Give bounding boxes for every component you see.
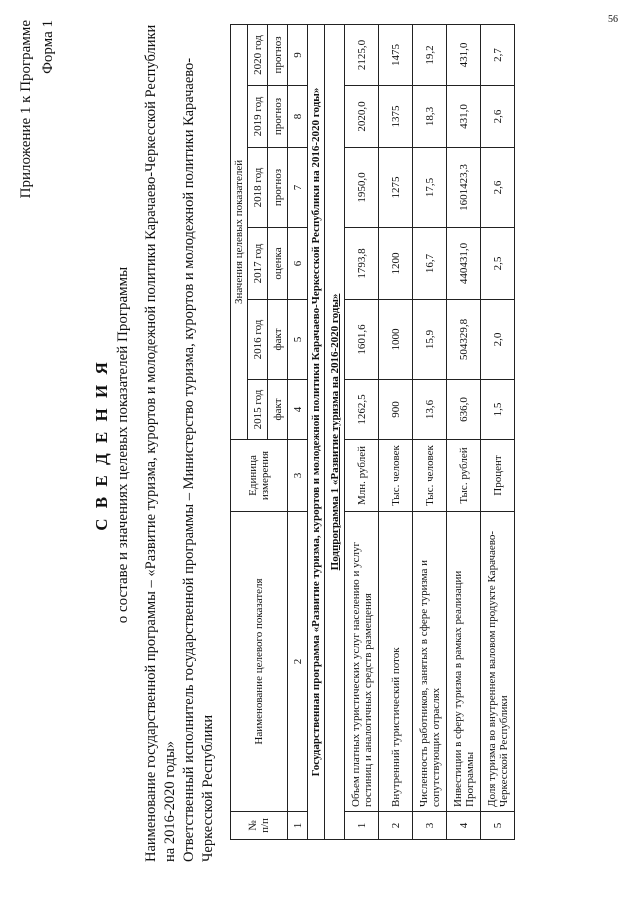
executor-line: Ответственный исполнитель государственной программы – Министерство туризма, курортов и молодежной политики Карачаево-Черкесской Республики	[181, 57, 216, 862]
section-subprogram-title: Подпрограмма 1 «Развитие туризма на 2016-2020 годы»	[325, 24, 345, 839]
row-value: 1262,5	[345, 380, 379, 440]
row-value: 1375	[379, 86, 413, 148]
header-row-numbers	[288, 24, 308, 839]
table-row	[413, 24, 447, 839]
row-value: 1601,6	[345, 300, 379, 380]
header-kind: прогноз	[268, 24, 288, 85]
header-year: 2020 год	[248, 24, 268, 85]
header-row-1	[231, 24, 248, 839]
row-unit: Тыс. человек	[413, 440, 447, 512]
header-year: 2018 год	[248, 148, 268, 228]
indicators-table	[230, 24, 515, 840]
row-value: 2125,0	[345, 24, 379, 85]
table-row	[345, 24, 379, 839]
row-value: 2,5	[481, 228, 515, 300]
header-year: 2019 год	[248, 86, 268, 148]
row-indicator-name: Внутренний туристический поток	[379, 512, 413, 812]
row-value: 440431,0	[447, 228, 481, 300]
row-value: 431,0	[447, 24, 481, 85]
column-number: 6	[288, 228, 308, 300]
header-year: 2017 год	[248, 228, 268, 300]
row-value: 2,6	[481, 148, 515, 228]
row-unit: Тыс. рублей	[447, 440, 481, 512]
header-unit: Единица измерения	[231, 440, 288, 512]
row-value: 18,3	[413, 86, 447, 148]
program-name-line: Наименование государственной программы – «Развитие туризма, курортов и молодежной политики Карачаево-Черкесской Республики на 2016-2020 годы»	[143, 24, 178, 862]
table-row	[379, 24, 413, 839]
column-number: 5	[288, 300, 308, 380]
row-unit: Тыс. человек	[379, 440, 413, 512]
row-value: 1950,0	[345, 148, 379, 228]
row-value: 1793,8	[345, 228, 379, 300]
document-subtitle: о составе и значениях целевых показателей Программы	[115, 266, 131, 624]
row-indicator-name: Объем платных туристических услуг населению и услуг гостиниц и аналогичных средств размещения	[345, 512, 379, 812]
row-value: 1000	[379, 300, 413, 380]
row-number: 4	[447, 812, 481, 840]
row-value: 2,0	[481, 300, 515, 380]
header-year: 2016 год	[248, 300, 268, 380]
row-value: 1275	[379, 148, 413, 228]
row-value: 1200	[379, 228, 413, 300]
table-row	[481, 24, 515, 839]
column-number: 4	[288, 380, 308, 440]
document-title: С В Е Д Е Н И Я	[92, 359, 111, 531]
section-row-subprogram	[325, 24, 345, 839]
row-indicator-name: Инвестиции в сферу туризма в рамках реализации Программы	[447, 512, 481, 812]
row-number: 1	[345, 812, 379, 840]
row-value: 900	[379, 380, 413, 440]
header-year: 2015 год	[248, 380, 268, 440]
section-program-title: Государственная программа «Развитие туризма, курортов и молодежной политики Карачаево-Черкесской Республики на 2016-2020 годы»	[308, 24, 325, 839]
row-value: 15,9	[413, 300, 447, 380]
row-value: 1,5	[481, 380, 515, 440]
header-kind: оценка	[268, 228, 288, 300]
row-indicator-name: Доля туризма во внутреннем валовом продукте Карачаево-Черкесской Республики	[481, 512, 515, 812]
row-unit: Процент	[481, 440, 515, 512]
header-name: Наименование целевого показателя	[231, 512, 288, 812]
row-value: 431,0	[447, 86, 481, 148]
header-kind: прогноз	[268, 148, 288, 228]
column-number: 8	[288, 86, 308, 148]
column-number: 7	[288, 148, 308, 228]
row-value: 2020,0	[345, 86, 379, 148]
header-values-group: Значения целевых показателей	[231, 24, 248, 439]
row-number: 2	[379, 812, 413, 840]
table-row	[447, 24, 481, 839]
row-value: 636,0	[447, 380, 481, 440]
column-number: 1	[288, 812, 308, 840]
row-value: 2,6	[481, 86, 515, 148]
row-indicator-name: Численность работников, занятых в сфере туризма и сопутствующих отраслях	[413, 512, 447, 812]
page-number: 56	[608, 14, 618, 25]
row-value: 17,5	[413, 148, 447, 228]
form-label: Форма 1	[40, 20, 56, 74]
column-number: 9	[288, 24, 308, 85]
row-value: 1601423,3	[447, 148, 481, 228]
section-row-program	[308, 24, 325, 839]
appendix-label: Приложение 1 к Программе	[18, 20, 34, 199]
row-value: 2,7	[481, 24, 515, 85]
row-value: 19,2	[413, 24, 447, 85]
row-value: 504329,8	[447, 300, 481, 380]
header-num: № п/п	[231, 812, 288, 840]
row-number: 5	[481, 812, 515, 840]
column-number: 2	[288, 512, 308, 812]
row-unit: Млн. рублей	[345, 440, 379, 512]
column-number: 3	[288, 440, 308, 512]
header-kind: прогноз	[268, 86, 288, 148]
header-kind: факт	[268, 380, 288, 440]
row-number: 3	[413, 812, 447, 840]
row-value: 16,7	[413, 228, 447, 300]
row-value: 13,6	[413, 380, 447, 440]
header-kind: факт	[268, 300, 288, 380]
row-value: 1475	[379, 24, 413, 85]
